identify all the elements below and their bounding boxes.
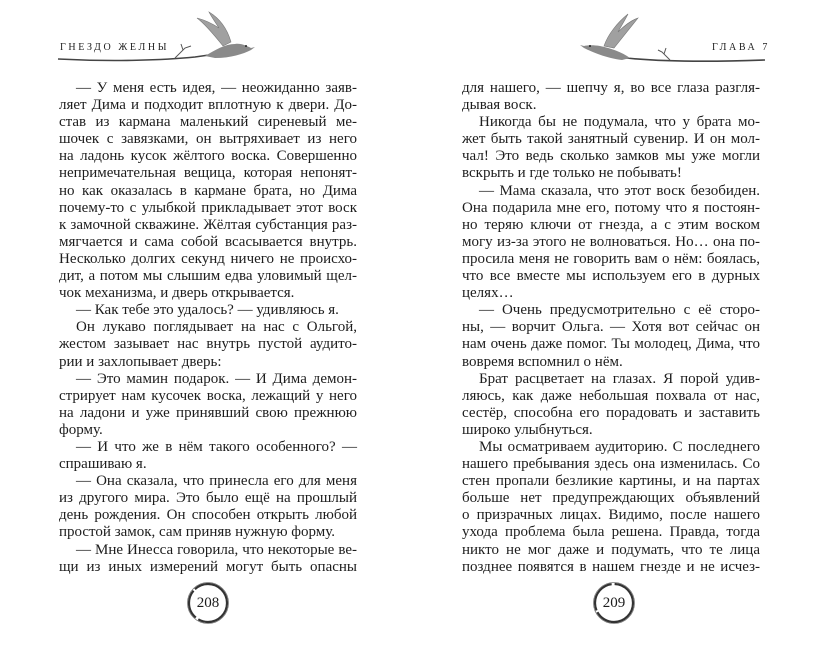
text-line: стен пропали безликие картины, и на партах	[462, 473, 760, 490]
text-line: ухода проблема была решена. Правда, тогда	[462, 524, 760, 541]
page-number-badge	[186, 581, 230, 625]
text-line: рии и захлопывает дверь:	[59, 353, 222, 370]
text-line: никто не мог даже и подумать, что те лица	[462, 541, 760, 558]
text-line: шочек с завязками, он вытряхивает из него	[59, 131, 357, 148]
text-line: ляет Дима и подходит вплотную к двери. До-	[59, 97, 357, 114]
text-line: но как оказалась в кармане брата, но Дима	[59, 182, 357, 199]
text-line: могу из-за этого не волноваться. Но… она по-	[462, 233, 760, 250]
bird-on-branch-icon	[570, 10, 810, 70]
bird-on-branch-icon	[55, 10, 315, 70]
text-line: чок механизма, и дверь открывается.	[59, 285, 295, 302]
text-line: вскрыть и где только не побывать!	[462, 165, 682, 182]
page-text	[59, 80, 357, 576]
text-line: ны, — ворчит Ольга. — Хотя вот сейчас он	[462, 319, 760, 336]
right-page	[410, 0, 820, 656]
text-line: но теряю ключи от гнезда, а с этим воском	[462, 216, 760, 233]
text-line: дит, а потом мы слышим едва уловимый щел-	[59, 268, 357, 285]
text-line: на ладони и уже принявший свою прежнюю	[59, 404, 357, 421]
text-line: — Она сказала, что принесла его для меня	[76, 473, 357, 490]
text-line: почему-то с улыбкой прикладывает этот воск	[59, 199, 357, 216]
text-line: — У меня есть идея, — неожиданно заяв-	[76, 80, 357, 96]
page-number-badge	[592, 581, 636, 625]
text-line: щи из иных измерений могут быть опасны	[59, 558, 357, 575]
text-line: из другого мира. Это было ещё на прошлый	[59, 490, 357, 507]
text-line: — Мама сказала, что этот воск безобиден.	[479, 182, 760, 199]
running-head: ГЛАВА 7	[712, 42, 770, 53]
text-line: Брат расцветает на глазах. Я порой удив-	[479, 370, 760, 387]
text-line: — Очень предусмотрительно с её сторо-	[479, 302, 760, 319]
text-line: Он лукаво поглядывает на нас с Ольгой,	[76, 319, 357, 336]
text-line: сестёр, способна его порадовать и заставить	[462, 404, 760, 421]
text-line: больше нет предупреждающих объявлений	[462, 490, 760, 507]
text-line: жестом зазывает нас внутрь пустой аудито-	[59, 336, 357, 353]
text-line: — Как тебе это удалось? — удивляюсь я.	[76, 302, 339, 319]
text-line: спрашиваю я.	[59, 456, 147, 473]
text-line: о призрачных лицах. Видимо, после нашего	[462, 507, 760, 524]
text-line: — И что же в нём такого особенного? —	[76, 438, 357, 455]
text-line: простой замок, сам приняв нужную форму.	[59, 524, 336, 541]
text-line: Мы осматриваем аудиторию. С последнего	[479, 438, 760, 455]
page-number: 209	[602, 595, 626, 611]
text-line: для нашего, — шепчу я, во все глаза разгля-	[462, 80, 760, 96]
text-line: жет быть такой занятный сувенир. И он мол-	[462, 131, 760, 148]
running-head: ГНЕЗДО ЖЕЛНЫ	[60, 42, 170, 53]
text-line: дывая воск.	[462, 97, 537, 114]
text-line: Несколько долгих секунд ничего не происхо-	[59, 250, 357, 267]
text-line: Она подарила мне его, потому что я постоян-	[462, 199, 760, 216]
text-line: целях…	[462, 285, 514, 302]
page-number: 208	[196, 595, 220, 611]
text-line: день рождения. Он способен открыть любой	[59, 507, 357, 524]
text-line: — Это мамин подарок. — И Дима демон-	[76, 370, 357, 387]
text-line: — Мне Инесса говорила, что некоторые ве-	[76, 541, 357, 558]
text-line: на ладонь кусок жёлтого воска. Совершенно	[59, 148, 357, 165]
text-line: мягчается и сама собой всасывается внутрь.	[59, 233, 357, 250]
text-line: нам очень даже помог. Ты молодец, Дима, что	[462, 336, 760, 353]
page-text	[462, 80, 760, 576]
text-line: форму.	[59, 421, 103, 438]
text-line: позднее появятся в нашем гнезде и не исчез-	[462, 558, 760, 575]
text-line: что все вместе мы используем его в дурных	[462, 268, 760, 285]
text-line: став из кармана маленький сиреневый ме-	[59, 114, 357, 131]
text-line: ляюсь, как даже небольшая похвала от нас,	[462, 387, 760, 404]
text-line: просила меня не говорить вам о нём: боялась,	[462, 250, 760, 267]
text-line: вовремя вспомнил о нём.	[462, 353, 623, 370]
text-line: чал! Это ведь сколько замков мы уже могли	[462, 148, 760, 165]
text-line: Никогда бы не подумала, что у брата мо-	[479, 114, 760, 131]
text-line: непримечательная вещица, которая непонят-	[59, 165, 357, 182]
text-line: к замочной скважине. Жёлтая субстанция раз-	[59, 216, 357, 233]
text-line: нашего пребывания здесь она изменилась. Со	[462, 456, 760, 473]
text-line: широко улыбнуться.	[462, 421, 593, 438]
text-line: стрирует нам кусочек воска, лежащий у него	[59, 387, 357, 404]
